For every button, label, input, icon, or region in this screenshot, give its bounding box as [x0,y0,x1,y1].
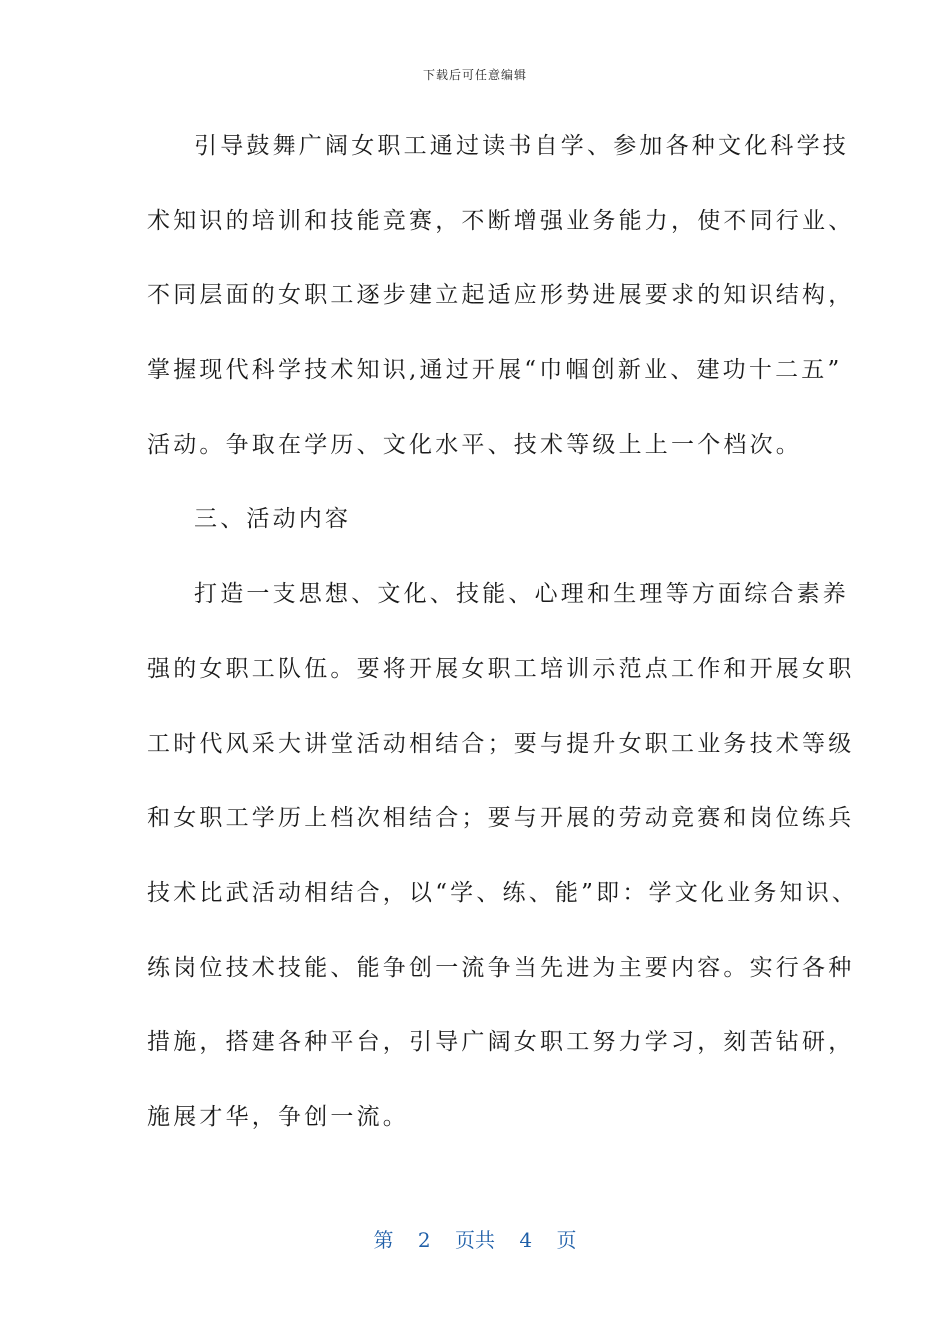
page-mid: 页共 [455,1228,495,1252]
section-heading: 三、活动内容 [194,506,352,533]
paragraph-line: 技术比武活动相结合，以“学、练、能”即：学文化业务知识、 [147,879,859,906]
document-body [147,120,859,1166]
paragraph-line: 术知识的培训和技能竞赛，不断增强业务能力，使不同行业、 [147,207,855,234]
paragraph-line: 练岗位技术技能、能争创一流争当先进为主要内容。实行各种 [147,954,855,981]
paragraph-line: 活动。争取在学历、文化水平、技术等级上上一个档次。 [147,431,802,458]
paragraph-line: 掌握现代科学技术知识,通过开展“巾帼创新业、建功十二五” [147,357,843,384]
paragraph-line: 施展才华，争创一流。 [147,1103,409,1130]
paragraph-line: 措施，搭建各种平台，引导广阔女职工努力学习，刻苦钻研， [147,1029,855,1056]
page-current: 2 [417,1228,431,1252]
paragraph-line: 打造一支思想、文化、技能、心理和生理等方面综合素养 [194,581,849,608]
page-prefix: 第 [373,1228,394,1252]
page-number-footer [0,1224,950,1253]
paragraph-line: 工时代风采大讲堂活动相结合；要与提升女职工业务技术等级 [147,730,855,757]
page-header-note: 下载后可任意编辑 [422,68,527,82]
paragraph-line: 引导鼓舞广阔女职工通过读书自学、参加各种文化科学技 [194,133,849,159]
page-suffix: 页 [556,1228,577,1252]
paragraph-line: 不同层面的女职工逐步建立起适应形势进展要求的知识结构， [147,282,855,309]
paragraph-line: 和女职工学历上档次相结合；要与开展的劳动竞赛和岗位练兵 [147,805,855,832]
page-total: 4 [519,1228,533,1252]
paragraph-line: 强的女职工队伍。要将开展女职工培训示范点工作和开展女职 [147,655,855,682]
